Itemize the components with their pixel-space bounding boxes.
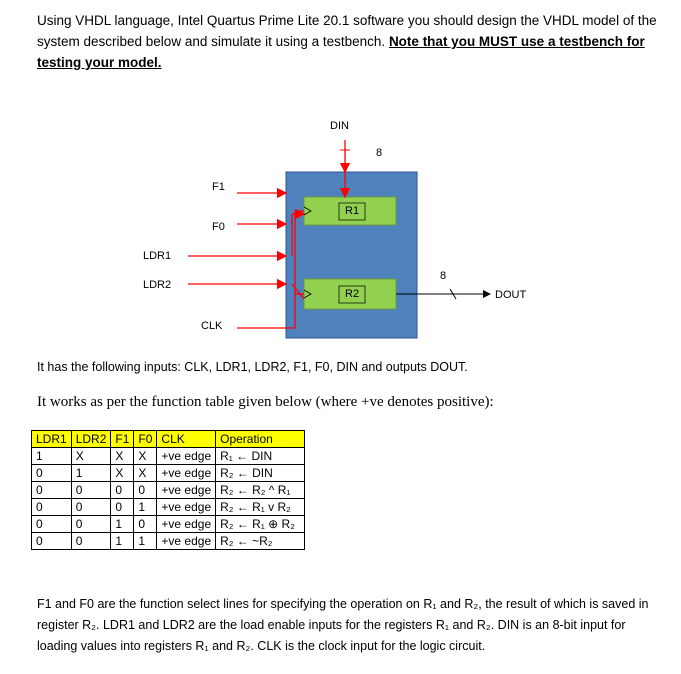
dout-label: DOUT [495,289,527,301]
cell: 0 [32,516,72,533]
cell: 0 [111,482,134,499]
cell: +ve edge [157,482,216,499]
cell: 0 [111,499,134,516]
cell: X [134,448,157,465]
r2-label: R2 [345,288,360,300]
cell: 1 [111,533,134,550]
table-row [32,482,305,499]
din-label: DIN [330,120,349,132]
header-f0: F0 [134,431,157,448]
works-sentence: It works as per the function table given below (where +ve denotes positive): [37,394,494,410]
cell: 0 [134,482,157,499]
cell: +ve edge [157,499,216,516]
f1-label: F1 [212,181,225,193]
header-clk: CLK [157,431,216,448]
bus-width-top: 8 [376,147,383,159]
header-operation: Operation [216,431,305,448]
cell: R₂ ← R₂ ^ R₁ [216,482,305,499]
bus-width-right: 8 [440,270,447,282]
ldr2-label: LDR2 [143,279,172,291]
cell: 1 [111,516,134,533]
cell: 0 [32,482,72,499]
closing-paragraph: F1 and F0 are the function select lines for specifying the operation on R₁ and R₂, the result of which is saved in register R₂. LDR1 and LDR2 are the load enable inputs for the registers R₁ and R₂. DIN is an 8-bit input for loading values into registers R₁ and R₂. CLK is the clock input for the logic circuit. [37,597,649,653]
table-row [32,499,305,516]
cell: X [111,465,134,482]
table-header-row [32,431,305,448]
function-table [31,430,305,550]
clk-label: CLK [201,320,223,332]
cell: X [71,448,111,465]
cell: 1 [71,465,111,482]
table-row [32,516,305,533]
testbench-note: Note that you MUST use a testbench for testing your model. [37,34,645,70]
cell: R₂ ← DIN [216,465,305,482]
r1-label: R1 [345,205,360,217]
table-row [32,465,305,482]
ldr1-label: LDR1 [143,250,172,262]
table-row [32,448,305,465]
cell: R₁ ← DIN [216,448,305,465]
cell: 0 [71,516,111,533]
cell: 0 [32,533,72,550]
cell: +ve edge [157,516,216,533]
header-ldr1: LDR1 [32,431,72,448]
cell: 0 [134,516,157,533]
f0-label: F0 [212,221,225,233]
cell: X [111,448,134,465]
intro-text: Using VHDL language, Intel Quartus Prime Lite 20.1 software you should design the VHDL model of the system described below and simulate it using a testbench. [37,13,657,49]
cell: R₂ ← R₁ v R₂ [216,499,305,516]
header-ldr2: LDR2 [71,431,111,448]
cell: 0 [32,499,72,516]
cell: 1 [32,448,72,465]
cell: X [134,465,157,482]
cell: 0 [32,465,72,482]
header-f1: F1 [111,431,134,448]
table-row [32,533,305,550]
cell: +ve edge [157,465,216,482]
cell: R₂ ← ~R₂ [216,533,305,550]
cell: 0 [71,482,111,499]
cell: 0 [71,533,111,550]
cell: R₂ ← R₁ ⊕ R₂ [216,516,305,533]
cell: +ve edge [157,448,216,465]
cell: +ve edge [157,533,216,550]
cell: 1 [134,533,157,550]
inputs-sentence: It has the following inputs: CLK, LDR1, LDR2, F1, F0, DIN and outputs DOUT. [37,360,468,374]
cell: 1 [134,499,157,516]
cell: 0 [71,499,111,516]
